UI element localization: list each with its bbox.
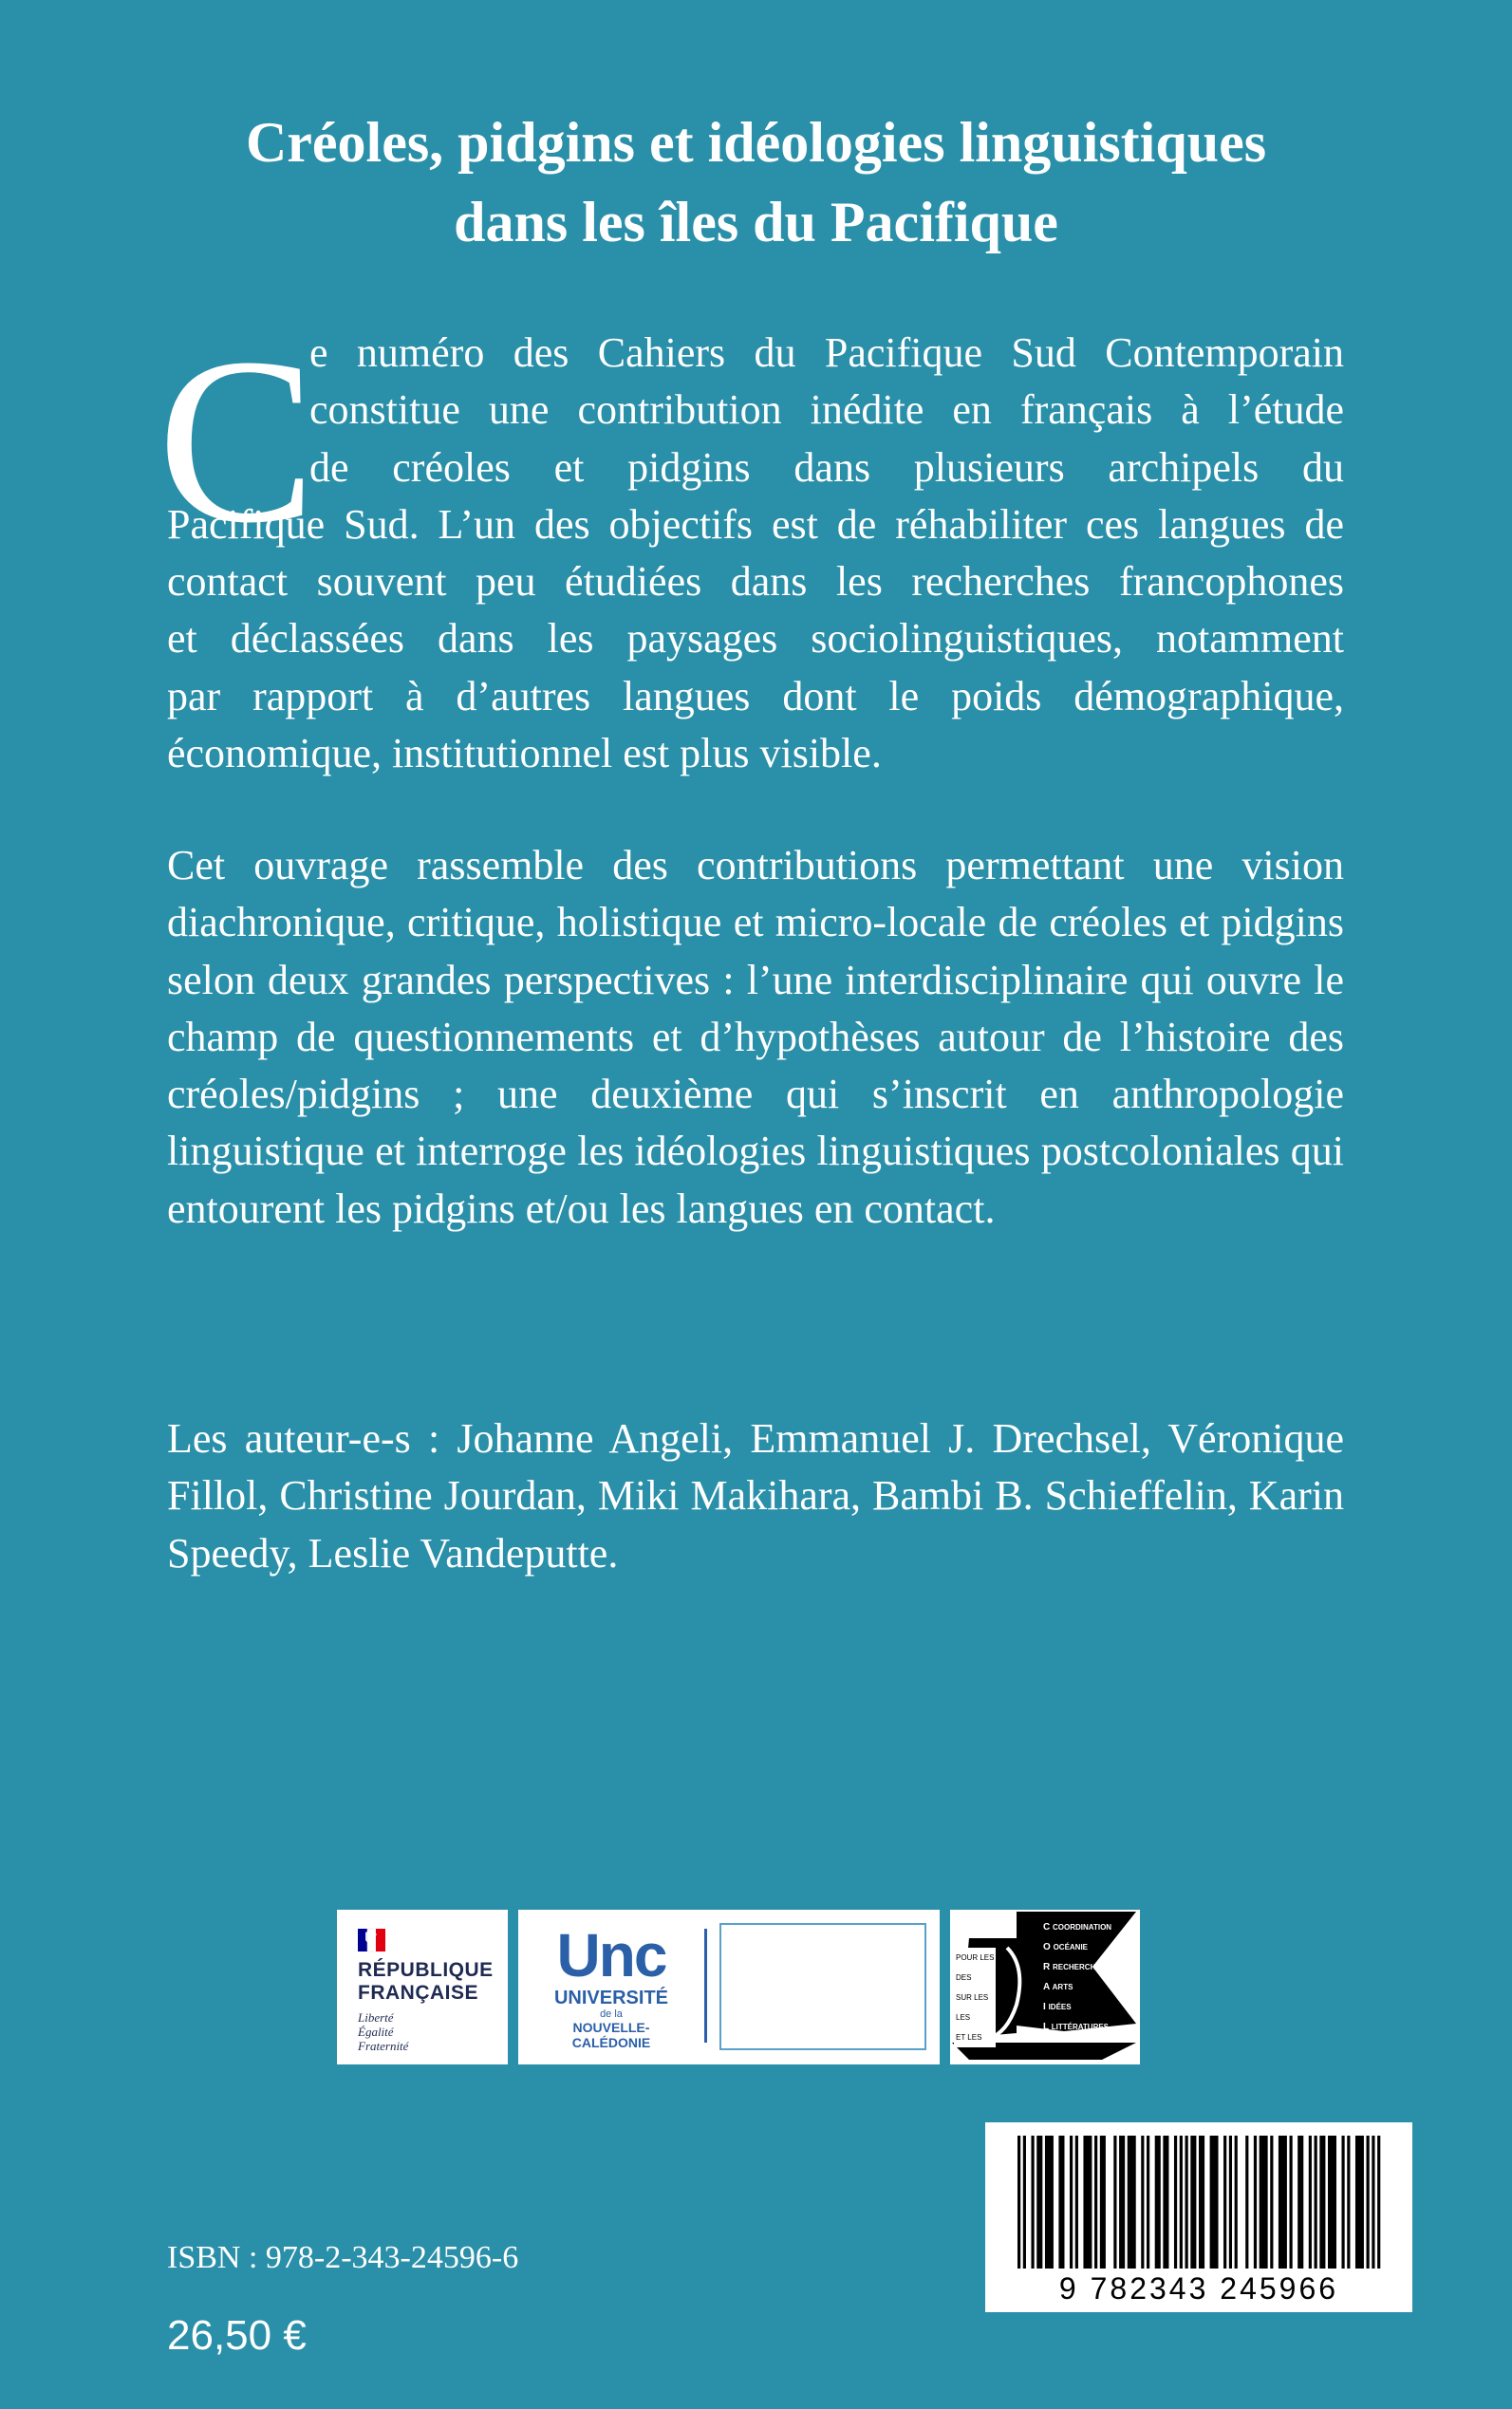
barcode-bar	[1300, 2136, 1303, 2269]
barcode-bar	[1166, 2136, 1168, 2269]
barcode-bar	[1133, 2136, 1136, 2269]
corail-letter-o: O	[1043, 1942, 1051, 1952]
corail-letter-a: A	[1043, 1982, 1050, 1992]
corail-col1-3: LES	[956, 2013, 971, 2022]
barcode-bar	[1315, 2136, 1317, 2269]
barcode-bar	[1130, 2136, 1133, 2269]
barcode-bar	[1180, 2136, 1183, 2269]
corail-col1-4: ET LES	[956, 2033, 982, 2042]
barcode-bar	[1229, 2136, 1232, 2269]
barcode-bar	[1031, 2136, 1034, 2269]
barcode-bar	[1328, 2136, 1331, 2269]
corail-letter-r: R	[1043, 1962, 1051, 1972]
rf-motto-1: Liberté	[358, 2010, 394, 2025]
barcode-bar	[1367, 2136, 1370, 2269]
barcode-bar	[1100, 2136, 1103, 2269]
barcode-bar	[1128, 2136, 1130, 2269]
corail-letter-i: I	[1043, 2002, 1046, 2012]
barcode-bar	[1070, 2136, 1073, 2269]
barcode-bar	[1264, 2136, 1267, 2269]
barcode-bar	[1155, 2136, 1158, 2269]
barcode-bar	[1061, 2136, 1064, 2269]
barcode-bar	[1322, 2136, 1325, 2269]
barcode-bar	[1235, 2136, 1238, 2269]
barcode-bar	[1174, 2136, 1177, 2269]
barcode-bar	[1212, 2136, 1215, 2269]
barcode-bar	[1086, 2136, 1089, 2269]
intro-line: constitue une contribution inédite en français à l’étude	[309, 386, 1344, 434]
unc-line-1: UNIVERSITÉ	[553, 1988, 669, 2008]
barcode-bar	[1122, 2136, 1125, 2269]
unc-erale-logo	[518, 1910, 940, 2064]
barcode-bar	[1260, 2136, 1262, 2269]
unc-line-2: de la	[600, 2008, 623, 2020]
barcode-bar	[1185, 2136, 1188, 2269]
corail-letter-c: C	[1043, 1922, 1051, 1933]
unc-line-3: NOUVELLE-CALÉDONIE	[571, 2020, 651, 2050]
barcode-bar	[1051, 2136, 1054, 2269]
republique-francaise-logo	[337, 1910, 508, 2064]
barcode-bar	[1245, 2136, 1248, 2269]
intro-line: Pacifique Sud. L’un des objectifs est de réhabiliter ces langues de	[167, 500, 1344, 548]
barcode-bar	[1210, 2136, 1213, 2269]
barcode-bar	[1048, 2136, 1051, 2269]
barcode-bar	[1089, 2136, 1092, 2269]
barcode-bar	[1113, 2136, 1116, 2269]
barcode-bar	[1270, 2136, 1273, 2269]
intro-paragraph	[167, 325, 1344, 782]
barcode-bar	[1334, 2136, 1336, 2269]
barcode-bar	[1141, 2136, 1144, 2269]
barcode-bar	[1039, 2136, 1042, 2269]
barcode-bar	[1058, 2136, 1061, 2269]
barcode-bar	[1199, 2136, 1202, 2269]
authors-paragraph: Les auteur-e-s : Johanne Angeli, Emmanuel J. Drechsel, Véronique Fillol, Christine Jourdan, Miki Makihara, Bambi B. Schieffelin, Karin Speedy, Leslie Vandeputte.	[167, 1415, 1344, 1577]
drop-cap: C	[158, 309, 316, 572]
intro-line: de créoles et pidgins dans plusieurs archipels du	[309, 443, 1344, 491]
barcode-bar	[1083, 2136, 1086, 2269]
barcode-bar	[1319, 2136, 1322, 2269]
intro-line: par rapport à d’autres langues dont le poids démographique,	[167, 672, 1344, 719]
barcode-bar	[1331, 2136, 1334, 2269]
barcode-bar	[1290, 2136, 1293, 2269]
barcode-digits: 9 782343 245966	[1058, 2271, 1339, 2306]
barcode-bar	[1361, 2136, 1364, 2269]
price: 26,50 €	[167, 2312, 307, 2359]
corail-col2-2: RECHERCHES	[1053, 1963, 1107, 1971]
barcode-bar	[1377, 2136, 1380, 2269]
corail-col1-2: SUR LES	[956, 1993, 989, 2002]
barcode-bar	[1202, 2136, 1204, 2269]
description-paragraph: Cet ouvrage rassemble des contributions permettant une vision diachronique, critique, holistique et micro-locale de créoles et pidgins selon deux grandes perspectives : l’une interdisciplinaire qui ouvre le champ de questionnements et d’hypothèses autour de l’histoire des créoles/pidgins ; une deuxième qui s’inscrit en anthropologie linguistique et interroge les idéologies linguistiques postcoloniales qui entourent les pidgins et/ou les langues en contact.	[167, 842, 1344, 1232]
barcode-bar	[1341, 2136, 1344, 2269]
isbn: ISBN : 978-2-343-24596-6	[167, 2240, 519, 2275]
barcode-bar	[1163, 2136, 1166, 2269]
barcode-bar	[1190, 2136, 1193, 2269]
barcode-bar	[1193, 2136, 1196, 2269]
barcode-bar	[1158, 2136, 1161, 2269]
barcode-bar	[1215, 2136, 1218, 2269]
corail-letter-l: L	[1043, 2022, 1049, 2032]
title-line-2: dans les îles du Pacifique	[454, 191, 1058, 253]
barcode-bar	[1075, 2136, 1078, 2269]
barcode	[985, 2122, 1412, 2312]
corail-col2-3: ARTS	[1052, 1983, 1073, 1991]
barcode-bar	[1372, 2136, 1374, 2269]
intro-line: et déclassées dans les paysages sociolinguistiques, notamment	[167, 615, 1344, 663]
barcode-bar	[1358, 2136, 1361, 2269]
barcode-bar	[1023, 2136, 1026, 2269]
barcode-bar	[1279, 2136, 1281, 2269]
unc-mark: Unc	[556, 1921, 666, 1989]
barcode-bar	[1223, 2136, 1226, 2269]
rf-motto-3: Fraternité	[358, 2039, 409, 2053]
barcode-bar	[1347, 2136, 1350, 2269]
intro-line: contact souvent peu étudiées dans les recherches francophones	[167, 558, 1344, 606]
barcode-bar	[1119, 2136, 1122, 2269]
erale-logo	[719, 1923, 926, 2050]
intro-line: économique, institutionnel est plus visible.	[167, 730, 882, 777]
barcode-bar	[1045, 2136, 1048, 2269]
barcode-bar	[1254, 2136, 1257, 2269]
barcode-bar	[1309, 2136, 1312, 2269]
corail-logo	[950, 1910, 1140, 2064]
corail-col2-4: IDÉES	[1048, 2003, 1072, 2011]
rf-motto-2: Égalité	[358, 2025, 394, 2039]
rf-line-2: FRANÇAISE	[358, 1982, 479, 2004]
barcode-bar	[1281, 2136, 1284, 2269]
intro-line: e numéro des Cahiers du Pacifique Sud Contemporain	[309, 329, 1344, 376]
barcode-bar	[1262, 2136, 1265, 2269]
barcode-bar	[1355, 2136, 1358, 2269]
corail-col2-0: COORDINATION	[1053, 1923, 1112, 1932]
barcode-bar	[1103, 2136, 1106, 2269]
corail-col2-1: OCÉANIE	[1053, 1943, 1089, 1951]
barcode-bar	[1284, 2136, 1287, 2269]
corail-col2-5: LITTÉRATURES	[1051, 2023, 1110, 2031]
title-line-1: Créoles, pidgins et idéologies linguistiques	[245, 111, 1267, 174]
corail-col1-0: POUR LES	[956, 1953, 995, 1962]
logo-divider	[704, 1929, 707, 2043]
book-title	[0, 103, 1512, 262]
barcode-bar	[1017, 2136, 1020, 2269]
rf-line-1: RÉPUBLIQUE	[358, 1959, 494, 1981]
barcode-bar	[1297, 2136, 1300, 2269]
barcode-bar	[1094, 2136, 1097, 2269]
corail-col1-1: DES	[956, 1973, 972, 1982]
barcode-bar	[1147, 2136, 1149, 2269]
barcode-bar	[1036, 2136, 1039, 2269]
